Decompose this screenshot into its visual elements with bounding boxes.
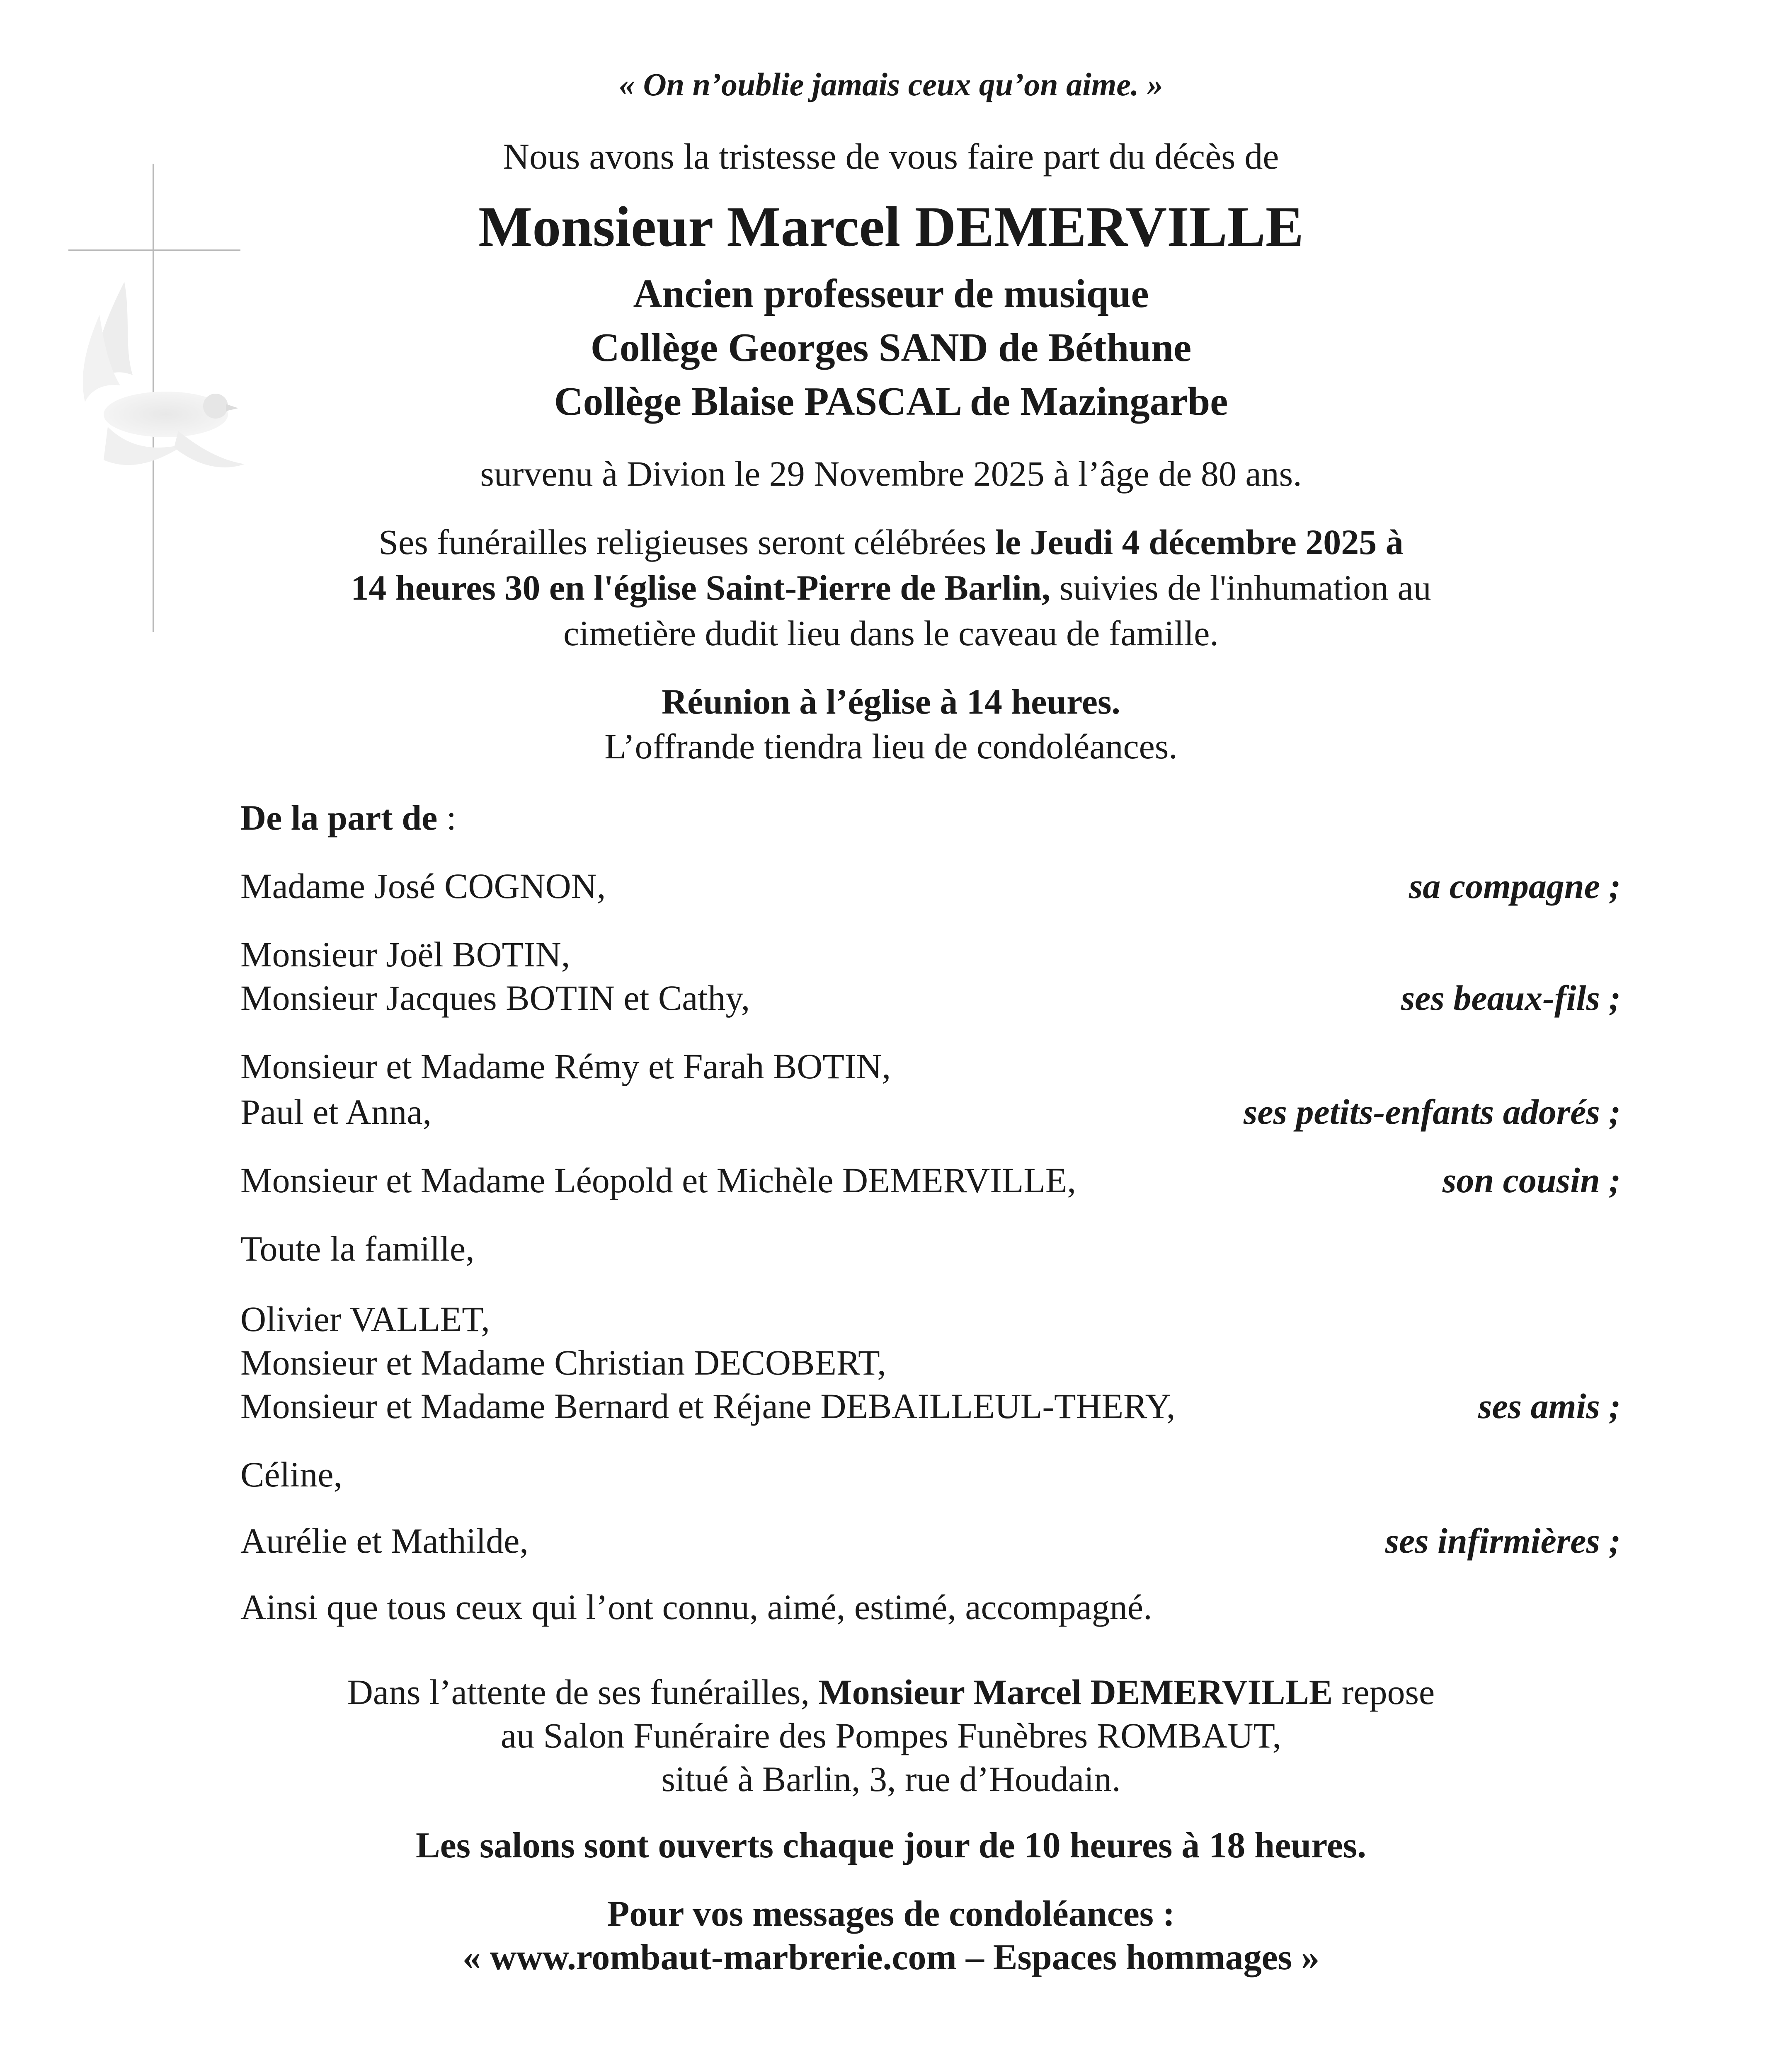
- family-relation: ses petits-enfants adorés ;: [1243, 1092, 1621, 1132]
- family-name: Monsieur et Madame Rémy et Farah BOTIN,: [240, 1046, 891, 1086]
- family-name: Aurélie et Mathilde,: [240, 1521, 529, 1561]
- repose-line-3: situé à Barlin, 3, rue d’Houdain.: [661, 1759, 1121, 1799]
- family-row: [240, 934, 1621, 980]
- condolence-messages-title: Pour vos messages de condoléances :: [607, 1894, 1175, 1934]
- deceased-name: Monsieur Marcel DEMERVILLE: [478, 195, 1304, 258]
- family-relation: son cousin ;: [1442, 1160, 1621, 1200]
- family-row: [240, 1386, 1621, 1432]
- funeral-time-place: 14 heures 30 en l'église Saint-Pierre de Barlin,: [351, 568, 1051, 608]
- family-name: Monsieur et Madame Léopold et Michèle DEMERVILLE,: [240, 1160, 1076, 1200]
- family-row: [240, 1587, 1621, 1633]
- family-name: Madame José COGNON,: [240, 866, 606, 906]
- title-line-college-mazingarbe: Collège Blaise PASCAL de Mazingarbe: [554, 379, 1228, 424]
- death-info: survenu à Divion le 29 Novembre 2025 à l’âge de 80 ans.: [480, 454, 1302, 494]
- family-row: [240, 1299, 1621, 1345]
- condolence-website: « www.rombaut-marbrerie.com – Espaces hommages »: [463, 1937, 1319, 1978]
- family-intro-colon: :: [437, 798, 456, 838]
- family-row: [240, 1046, 1621, 1092]
- family-name: Monsieur et Madame Christian DECOBERT,: [240, 1343, 886, 1382]
- funeral-line-2-text: suivies de l'inhumation au: [1050, 568, 1431, 608]
- epigraph-quote: « On n’oublie jamais ceux qu’on aime. »: [618, 66, 1164, 102]
- reunion-info: Réunion à l’église à 14 heures.: [662, 682, 1120, 721]
- family-relation: ses infirmières ;: [1385, 1521, 1621, 1561]
- family-row: [240, 978, 1621, 1024]
- repose-line-1-b: repose: [1333, 1672, 1435, 1712]
- family-relation: sa compagne ;: [1409, 866, 1621, 906]
- family-name: Olivier VALLET,: [240, 1299, 490, 1339]
- family-intro: [240, 798, 456, 838]
- announcement-intro: Nous avons la tristesse de vous faire part du décès de: [503, 137, 1279, 177]
- family-row: [240, 1343, 1621, 1388]
- family-name: Monsieur et Madame Bernard et Réjane DEBAILLEUL-THERY,: [240, 1386, 1176, 1426]
- family-relation: ses amis ;: [1478, 1386, 1621, 1426]
- family-name: Toute la famille,: [240, 1229, 475, 1268]
- family-row: [240, 1521, 1621, 1566]
- funeral-date: le Jeudi 4 décembre 2025 à: [995, 522, 1404, 562]
- repose-line-1-a: Dans l’attente de ses funérailles,: [347, 1672, 819, 1712]
- funeral-line-1: [0, 522, 1782, 562]
- family-intro-label: De la part de: [240, 798, 438, 838]
- family-row: [240, 1229, 1621, 1274]
- funeral-line-1-text: Ses funérailles religieuses seront célébrées: [378, 522, 995, 562]
- family-relation: ses beaux-fils ;: [1401, 978, 1621, 1018]
- title-line-profession: Ancien professeur de musique: [633, 271, 1149, 316]
- title-line-college-bethune: Collège Georges SAND de Béthune: [590, 325, 1192, 370]
- family-row: [240, 866, 1621, 912]
- family-name: Ainsi que tous ceux qui l’ont connu, aimé, estimé, accompagné.: [240, 1587, 1152, 1627]
- offrande-info: L’offrande tiendra lieu de condoléances.: [604, 726, 1178, 766]
- family-name: Monsieur Joël BOTIN,: [240, 934, 570, 974]
- family-row: [240, 1092, 1621, 1138]
- funeral-line-3: cimetière dudit lieu dans le caveau de famille.: [563, 613, 1219, 653]
- family-row: [240, 1455, 1621, 1500]
- family-name: Monsieur Jacques BOTIN et Cathy,: [240, 978, 750, 1018]
- family-name: Paul et Anna,: [240, 1092, 432, 1132]
- repose-line-2: au Salon Funéraire des Pompes Funèbres ROMBAUT,: [500, 1716, 1281, 1755]
- family-name: Céline,: [240, 1455, 342, 1494]
- repose-line-1: [0, 1672, 1782, 1712]
- family-row: [240, 1160, 1621, 1206]
- salons-hours: Les salons sont ouverts chaque jour de 10 heures à 18 heures.: [415, 1825, 1367, 1866]
- funeral-line-2: [0, 568, 1782, 608]
- repose-name: Monsieur Marcel DEMERVILLE: [818, 1672, 1333, 1712]
